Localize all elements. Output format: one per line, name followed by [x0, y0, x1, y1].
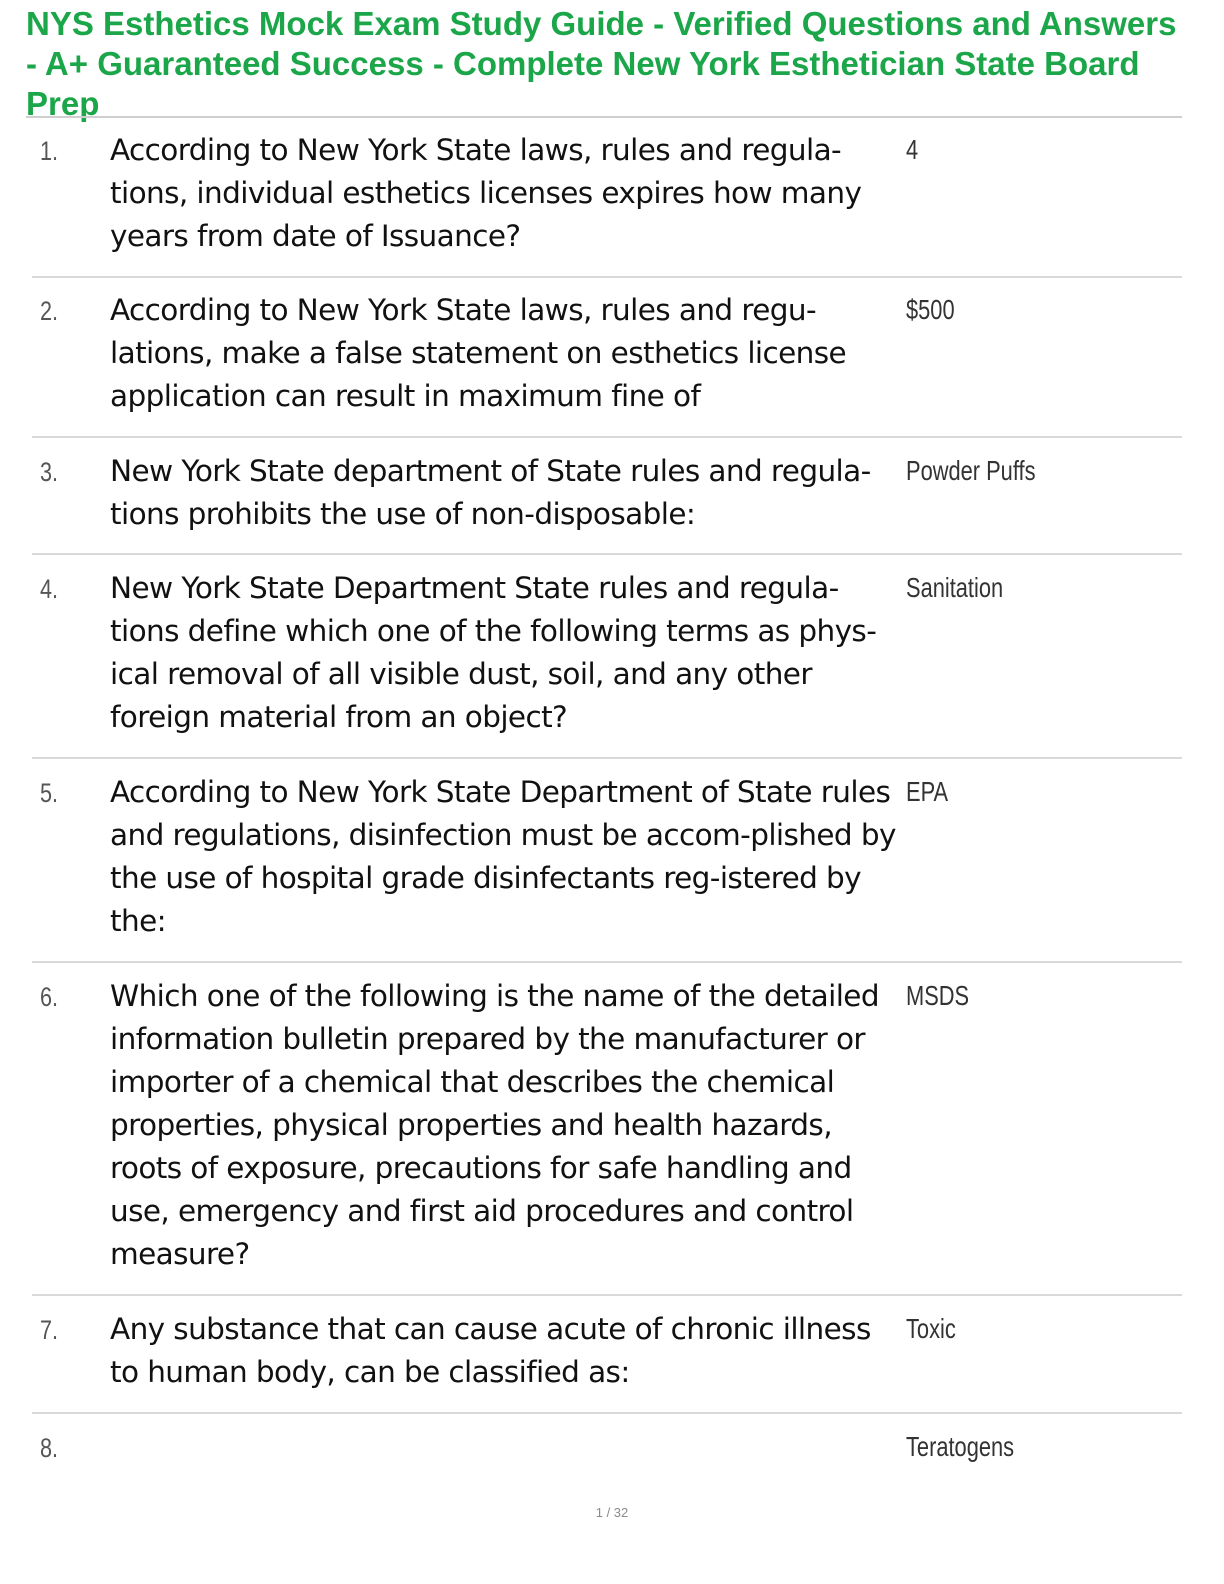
qa-item — [32, 1296, 1182, 1414]
question-number: 4. — [40, 574, 59, 604]
qa-list — [32, 118, 1182, 1494]
page-indicator: 1 / 32 — [595, 1505, 629, 1520]
qa-item — [32, 555, 1182, 759]
question-number: 1. — [40, 136, 59, 166]
question-number: 6. — [40, 982, 59, 1012]
qa-item — [32, 759, 1182, 963]
answer-text: MSDS — [906, 980, 970, 1011]
question-number: 3. — [40, 457, 59, 487]
question-number: 2. — [40, 296, 59, 326]
answer-text: Toxic — [906, 1313, 956, 1344]
qa-item — [32, 963, 1182, 1296]
question-text: New York State department of State rules and regula-tions prohibits the use of non-disposable: — [110, 454, 871, 531]
qa-item — [32, 118, 1182, 278]
question-text: According to New York State Department of State rules and regulations, disinfection must be accom-plished by the use of hospital grade disinfectants reg-istered by the: — [110, 775, 896, 938]
answer-text: Teratogens — [906, 1431, 1015, 1462]
document-title: NYS Esthetics Mock Exam Study Guide - Verified Questions and Answers - A+ Guaranteed Success - Complete New York Esthetician State Board Prep — [26, 5, 1177, 122]
question-text: Which one of the following is the name of the detailed information bulletin prepared by the manufacturer or importer of a chemical that describes the chemical properties, physical properties and health hazards, roots of exposure, precautions for safe handling and use, emergency and first aid procedures and control measure? — [110, 979, 879, 1271]
qa-item — [32, 438, 1182, 555]
answer-text: EPA — [906, 776, 949, 807]
question-number: 7. — [40, 1315, 59, 1345]
answer-text: Powder Puffs — [906, 455, 1036, 486]
question-text: Any substance that can cause acute of chronic illness to human body, can be classified as: — [110, 1312, 871, 1389]
qa-item — [32, 1414, 1182, 1494]
answer-text: Sanitation — [906, 572, 1004, 603]
answer-text: 4 — [906, 134, 919, 165]
question-number: 8. — [40, 1433, 59, 1463]
question-text: New York State Department State rules and regula-tions define which one of the following terms as phys-ical removal of all visible dust, soil, and any other foreign material from an object? — [110, 571, 877, 734]
question-text: According to New York State laws, rules and regu-lations, make a false statement on esthetics license application can result in maximum fine of — [110, 293, 847, 413]
qa-item — [32, 278, 1182, 438]
question-text: According to New York State laws, rules and regula-tions, individual esthetics licenses expires how many years from date of Issuance? — [110, 133, 862, 253]
answer-text: $500 — [906, 294, 955, 325]
question-number: 5. — [40, 778, 59, 808]
